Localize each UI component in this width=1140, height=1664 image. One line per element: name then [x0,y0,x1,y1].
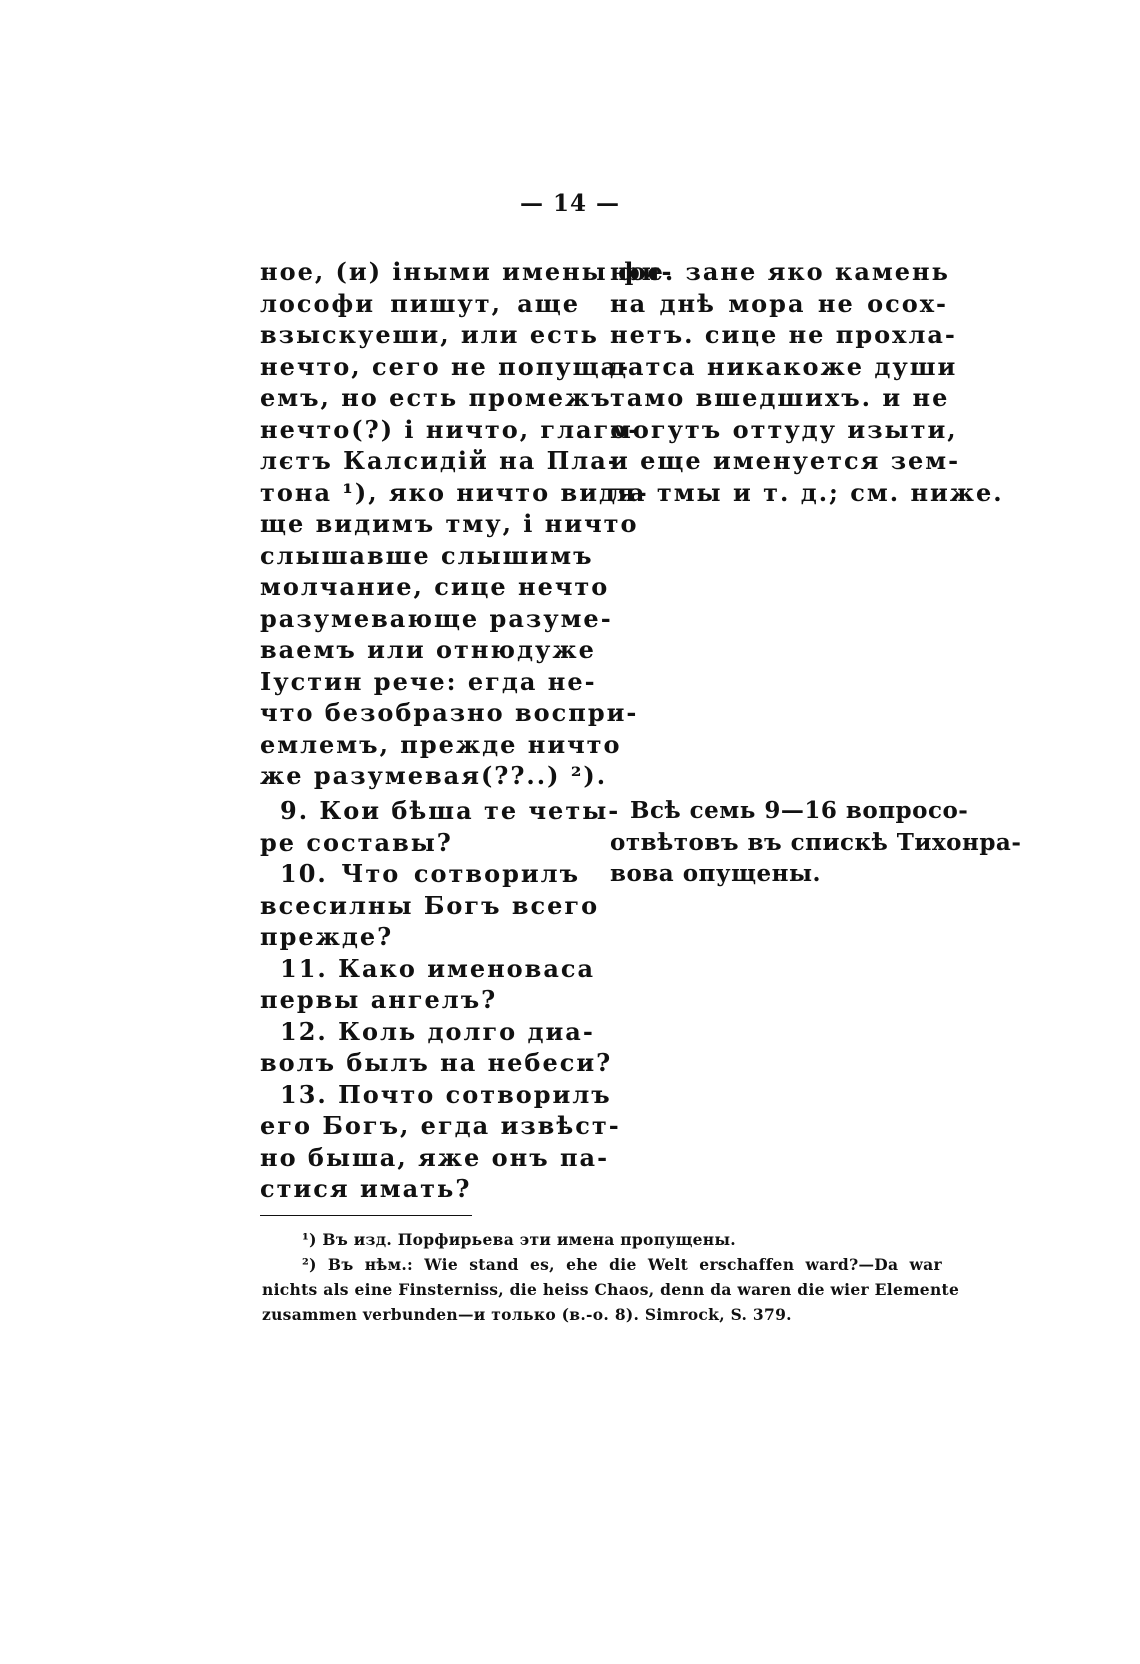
text-line: и еще именуется зем- [610,446,961,475]
text-line: лософи пишут, аще [260,288,580,318]
right-column-text [610,256,1004,508]
questions-column [260,795,621,1205]
question-line: его Богъ, егда извѣст- [260,1111,621,1140]
note-line: вова опущены. [610,860,822,887]
footnote-line: ²) Въ нѣм.: Wie stand es, ehe die Welt erschaffen ward?—Da war [302,1255,942,1274]
editorial-note [610,795,1022,890]
question-line: 11. Како именоваса [280,953,596,983]
text-line: тамо вшедшихъ. и не [610,383,950,412]
text-line: слышавше слышимъ [260,540,594,570]
text-line: что безобразно воспри- [260,698,639,727]
question-line: 10. Что сотворилъ [280,859,580,888]
text-line: нечто, сего не попуща- [260,351,631,381]
question-line: стися имать? [260,1174,472,1203]
text-line: молчание, сице нечто [260,572,610,601]
question-line: прежде? [260,922,394,951]
text-line: ла тмы и т. д.; см. ниже. [610,477,1004,507]
question-line: 13. Почто сотворилъ [280,1079,612,1109]
text-line: датса никакоже души [610,351,958,381]
text-line: на днѣ мора не осох- [610,288,948,318]
footnote-line: zusammen verbunden—и только (в.-о. 8). Simrock, S. 379. [262,1305,792,1324]
page-number: — 14 — [519,190,621,217]
question-line: 12. Коль долго диа- [280,1016,595,1046]
question-line: 9. Кои бѣша те четы- [280,796,621,825]
text-line: ное. зане яко камень [610,257,950,286]
question-line: волъ былъ на небеси? [260,1048,613,1077]
note-line: отвѣтовъ въ спискѣ Тихонра- [610,828,1022,856]
question-line: первы ангелъ? [260,985,498,1014]
footnote-line: ¹) Въ изд. Порфирьева эти имена пропущены. [302,1230,736,1249]
question-line: всесилны Богъ всего [260,890,600,920]
text-line: же разумевая(??..) ²). [260,761,608,790]
text-line: нетъ. сице не прохла- [610,320,957,349]
text-line: взыскуеши, или есть [260,320,599,349]
text-line: могутъ оттуду изыти, [610,414,958,444]
text-line: емъ, но есть промежъ [260,383,612,412]
text-line: ще видимъ тму, і ничто [260,509,639,538]
footnotes [262,1227,960,1327]
text-line: ное, (и) іными имены фи- [260,257,674,286]
text-line: емлемъ, прежде ничто [260,729,622,759]
text-line: разумевающе разуме- [260,603,613,633]
footnote-line: nichts als eine Finsterniss, die heiss Chaos, denn da waren die wier Elemente [262,1280,960,1299]
footnote-separator [260,1215,472,1216]
question-line: но быша, яже онъ па- [260,1142,610,1172]
question-line: ре составы? [260,827,453,857]
text-line: Іустин рече: егда не- [260,666,597,696]
left-column-text [260,256,674,792]
text-line: ваемъ или отнюдуже [260,635,596,664]
text-line: тона ¹), яко ничто видя- [260,477,649,507]
text-line: нечто(?) і ничто, глаго- [260,414,641,444]
text-line: лєтъ Калсидій на Пла- [260,446,620,475]
note-line: Всѣ семь 9—16 вопросо- [630,797,969,824]
